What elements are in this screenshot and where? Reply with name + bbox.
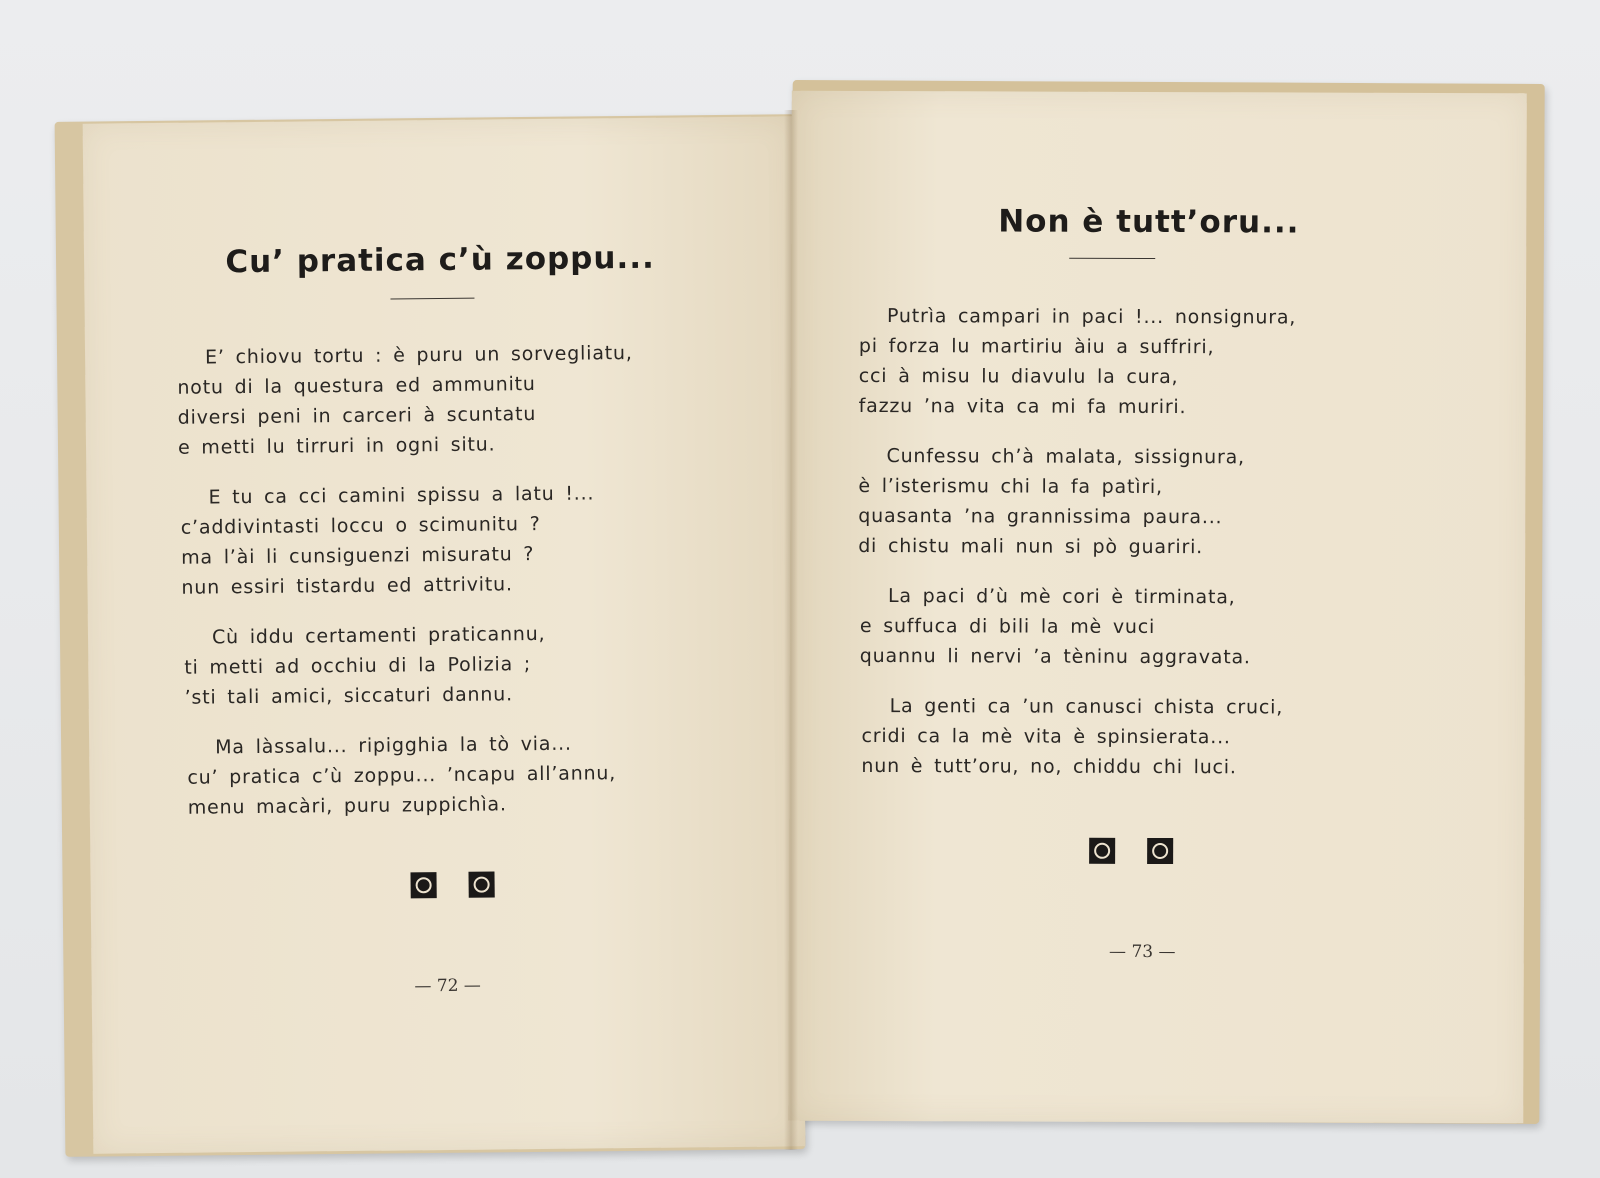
right-stanza-2 xyxy=(858,441,1245,562)
left-stanza-2-line-2: c’addivintasti loccu o scimunitu ? xyxy=(180,512,541,539)
left-stanza-3-line-2: ti metti ad occhiu di la Polizia ; xyxy=(184,653,532,679)
right-stanza-4-line-2: cridi ca la mè vita è spinsierata... xyxy=(861,724,1231,749)
right-stanza-1-line-1: Putrìa campari in paci !... nonsignura, xyxy=(886,305,1297,329)
left-ornaments xyxy=(410,871,494,898)
left-stanza-2-line-4: nun essiri tistardu ed attrivitu. xyxy=(181,573,513,599)
right-stanza-2-line-2: è l’isterismu chi la fa patìri, xyxy=(858,474,1163,499)
left-stanza-4-line-2: cu’ pratica c’ù zoppu... ’ncapu all’annu, xyxy=(187,762,617,789)
ornament-square-icon xyxy=(1147,838,1173,864)
left-stanza-4 xyxy=(187,728,617,822)
left-title-rule xyxy=(390,298,474,300)
right-page-number: — 73 — xyxy=(1109,941,1176,963)
right-stanza-3-line-1: La paci d’ù mè cori è tirminata, xyxy=(887,585,1236,609)
right-title-rule xyxy=(1069,258,1155,259)
right-stanza-1 xyxy=(859,301,1297,423)
right-page-title: Non è tutt’oru... xyxy=(998,203,1300,241)
book-spine xyxy=(784,110,798,1150)
left-page-number: — 72 — xyxy=(414,975,481,997)
right-stanza-3 xyxy=(860,581,1251,672)
right-stanza-3-line-3: quannu li nervi ’a tèninu aggravata. xyxy=(859,644,1251,669)
right-stanza-2-line-4: di chistu mali nun si pò guariri. xyxy=(858,534,1204,559)
right-stanza-3-line-2: e suffuca di bili la mè vuci xyxy=(859,614,1156,638)
right-ornaments xyxy=(1089,838,1173,864)
left-stanza-4-line-1: Ma làssalu... ripigghia la tò via... xyxy=(215,732,572,759)
left-page-title: Cu’ pratica c’ù zoppu... xyxy=(225,239,655,281)
left-stanza-3-line-1: Cù iddu certamenti praticannu, xyxy=(211,622,546,649)
right-stanza-2-line-3: quasanta ’na grannissima paura... xyxy=(858,504,1223,529)
right-stanza-2-line-1: Cunfessu ch’à malata, sissignura, xyxy=(886,445,1245,469)
left-page xyxy=(83,116,806,1153)
left-stanza-1-line-2: notu di la questura ed ammunitu xyxy=(177,373,536,399)
left-stanza-1-line-3: diversi peni in carceri à scuntatu xyxy=(177,403,537,429)
left-stanza-2 xyxy=(180,478,595,602)
ornament-square-icon xyxy=(1089,838,1115,864)
ornament-square-icon xyxy=(468,871,494,897)
right-stanza-1-line-4: fazzu ’na vita ca mi fa muriri. xyxy=(858,394,1187,419)
left-stanza-1 xyxy=(177,338,634,463)
right-stanza-4 xyxy=(861,691,1283,782)
right-page xyxy=(788,91,1527,1124)
right-stanza-4-line-1: La genti ca ’un canusci chista cruci, xyxy=(889,695,1284,719)
left-stanza-3-line-3: ’sti tali amici, siccaturi dannu. xyxy=(184,683,513,709)
left-stanza-2-line-3: ma l’ài li cunsiguenzi misuratu ? xyxy=(181,543,535,569)
left-stanza-1-line-4: e metti lu tirruri in ogni situ. xyxy=(177,433,496,459)
right-stanza-4-line-3: nun è tutt’oru, no, chiddu chi luci. xyxy=(861,754,1237,779)
right-stanza-1-line-2: pi forza lu martiriu àiu a suffriri, xyxy=(858,334,1215,359)
left-stanza-4-line-3: menu macàri, puru zuppichìa. xyxy=(187,793,507,819)
left-stanza-3 xyxy=(184,619,546,713)
left-stanza-1-line-1: E’ chiovu tortu : è puru un sorvegliatu, xyxy=(204,342,633,369)
left-stanza-2-line-1: E tu ca cci camini spissu a latu !... xyxy=(208,482,595,509)
ornament-square-icon xyxy=(410,872,436,898)
right-stanza-1-line-3: cci à misu lu diavulu la cura, xyxy=(858,364,1179,389)
